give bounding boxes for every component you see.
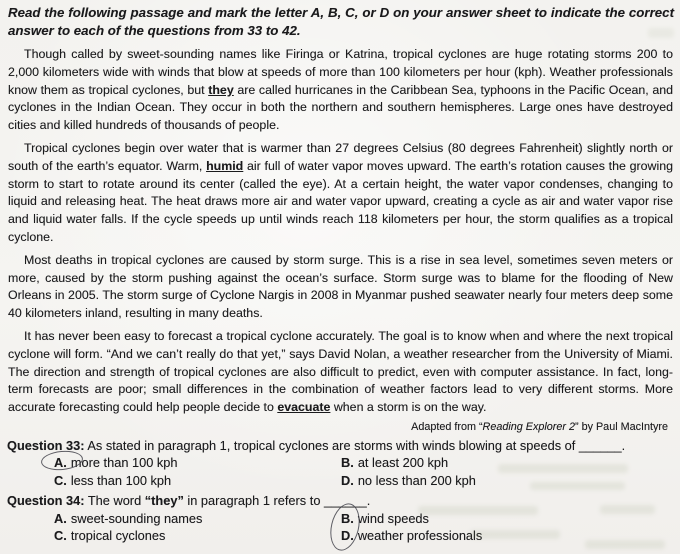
paragraph-4-text-cont: when a storm is on the way. [330, 400, 487, 415]
underlined-keyword-they: they [208, 82, 234, 97]
question-33 [7, 437, 673, 489]
q33-option-a [54, 454, 341, 471]
question-33-options-row-1 [54, 454, 673, 471]
passage-paragraph-4 [8, 328, 673, 417]
underlined-keyword-evacuate: evacuate [277, 400, 331, 415]
underlined-keyword-humid: humid [206, 158, 244, 173]
paragraph-4-text: It has never been easy to forecast a tropical cyclone accurately. The goal is to know when and where the next tropical cyclone will form. “And we can’t really do that yet,” says David Nolan, a weather researcher from the University of Miami. The direction and strength of tropical cyclones are also difficult to predict, even with computer assistance. In fact, long-term forecasts are poor; small differences in the combination of weather factors lead to very different storms. More accurate forecasting could help people decide to [8, 328, 673, 415]
passage-paragraph-2 [8, 140, 673, 247]
q33-option-b-letter: B. [341, 455, 354, 471]
question-33-label: Question 33: [7, 437, 85, 453]
passage-paragraph-3 [8, 252, 673, 323]
q34-option-b [341, 510, 673, 527]
q34-option-b-letter: B. [341, 510, 354, 526]
q33-option-d-text: no less than 200 kph [357, 472, 476, 488]
question-34 [7, 492, 673, 544]
q33-option-d [341, 472, 673, 489]
q33-option-d-letter: D. [341, 472, 354, 488]
attribution-source-title: Reading Explorer 2 [482, 420, 575, 433]
question-33-stem-text: As stated in paragraph 1, tropical cyclones are storms with winds blowing at speeds of ______. [84, 437, 626, 453]
q34-option-d [341, 527, 673, 544]
question-34-stem-text-cont: in paragraph 1 refers to ______. [183, 493, 371, 509]
q34-option-a [54, 510, 341, 527]
paragraph-2-text-cont: air full of water vapor moves upward. The earth’s rotation causes the growing storm to start to rotate around its center (called the eye). At a certain height, the water vapor condenses, changing to liquid and releasing heat. The heat draws more air and water vapor upward, creating a cycle as air and water vapor rise and liquid water falls. If the cycle speeds up until winds reach 118 kilometers per hour, the storm qualifies as a tropical cyclone. [8, 158, 673, 244]
q34-option-c-letter: C. [54, 527, 67, 543]
passage-paragraph-1 [8, 46, 673, 135]
q34-option-c [54, 527, 341, 544]
question-34-options-row-2 [54, 527, 673, 544]
q34-option-b-text: wind speeds [357, 510, 429, 526]
attribution-suffix: ” by Paul MacIntyre [574, 420, 668, 433]
q34-option-d-text: weather professionals [357, 527, 483, 543]
question-33-options [54, 454, 673, 489]
q33-option-c [54, 472, 341, 489]
q33-option-a-letter: A. [54, 454, 67, 471]
question-33-options-row-2 [54, 472, 673, 489]
source-attribution [0, 421, 668, 434]
paragraph-1-text-cont: are called hurricanes in the Caribbean Sea, typhoons in the Pacific Ocean, and cyclones in the Indian Ocean. They occur in both the northern and southern hemispheres. Large ones have destroyed cities and killed hundreds of thousands of people. [8, 82, 673, 133]
question-34-label: Question 34: [7, 493, 85, 509]
question-34-options-row-1 [54, 510, 673, 527]
q33-option-b [341, 454, 673, 471]
attribution-prefix: Adapted from “ [411, 420, 483, 433]
q34-option-a-letter: A. [54, 510, 67, 526]
question-34-stem-text: The word [84, 493, 145, 509]
instruction-header: Read the following passage and mark the letter A, B, C, or D on your answer sheet to indicate the correct answer to each of the questions from 33 to 42. [8, 5, 674, 38]
question-33-stem [7, 437, 673, 454]
q33-option-c-letter: C. [54, 472, 67, 488]
q34-option-c-text: tropical cyclones [70, 527, 166, 543]
q34-option-a-text: sweet-sounding names [70, 510, 203, 526]
paragraph-1-text: Though called by sweet-sounding names like Firinga or Katrina, tropical cyclones are huge rotating storms 200 to 2,000 kilometers wide with winds that blow at speeds of more than 100 kilometers per hour (kph). Weather professionals know them as tropical cyclones, but [8, 47, 673, 97]
question-34-stem [7, 492, 673, 509]
question-34-options [54, 510, 673, 545]
q33-option-c-text: less than 100 kph [70, 472, 172, 488]
q33-option-b-text: at least 200 kph [357, 455, 449, 471]
paragraph-3-text: Most deaths in tropical cyclones are caused by storm surge. This is a rise in sea level, sometimes seven meters or more, caused by the storm pushing against the ocean’s surface. Storm surge was to blame for the flooding of New Orleans in 2005. The storm surge of Cyclone Nargis in 2008 in Myanmar pushed seawater nearly four meters deep some 40 kilometers inland, resulting in many deaths. [8, 252, 673, 321]
q34-option-d-letter: D. [341, 527, 354, 544]
paragraph-2-text: Tropical cyclones begin over water that is warmer than 27 degrees Celsius (80 degrees Fahrenheit) slightly north or south of the earth’s equator. Warm, [8, 140, 673, 173]
question-34-stem-bold: “they” [144, 493, 184, 509]
q33-option-a-text: more than 100 kph [70, 455, 178, 471]
